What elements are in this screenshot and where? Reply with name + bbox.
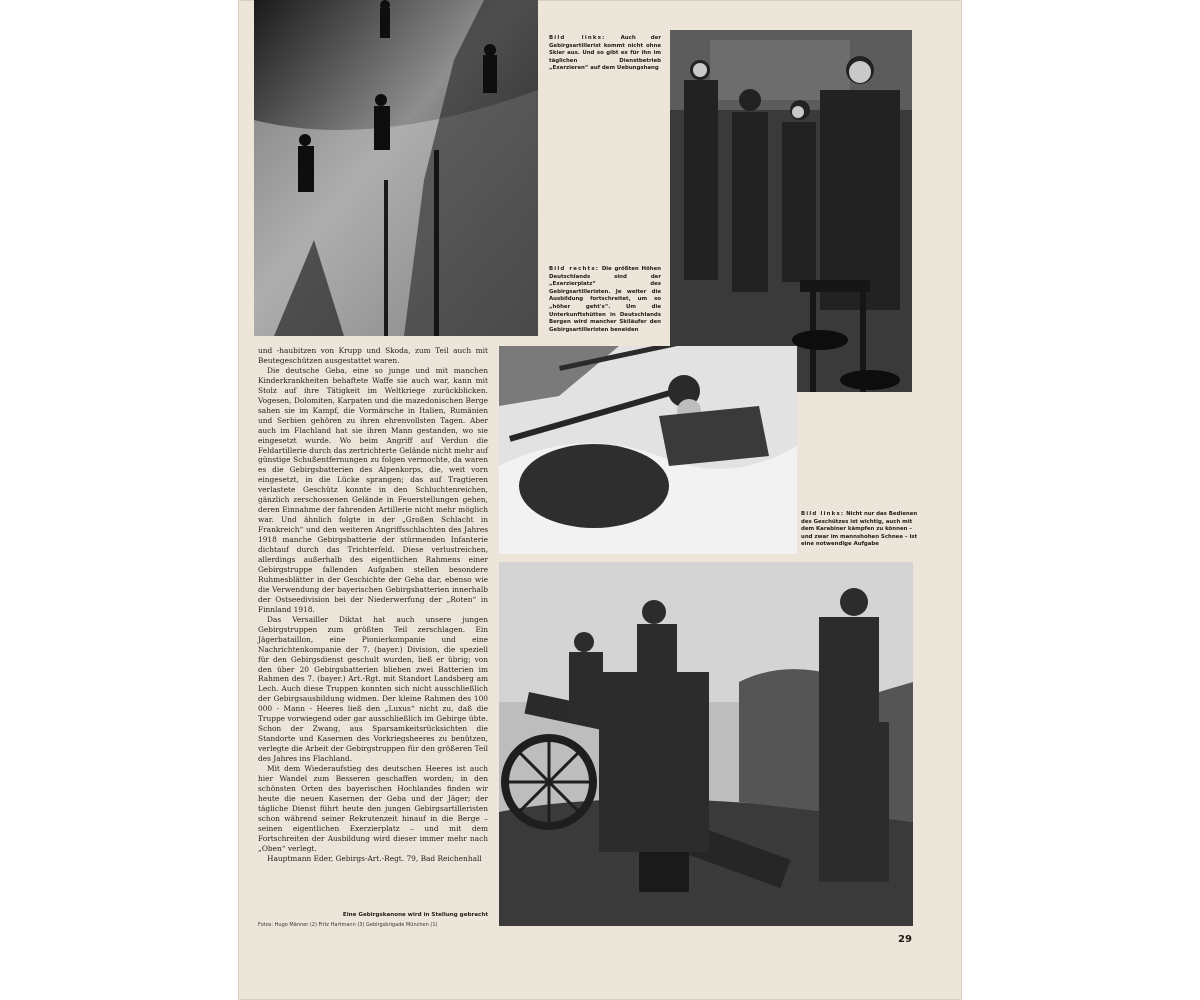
article-paragraph: und -haubitzen von Krupp und Skoda, zum Teil auch mit Beutegeschützen ausgestattet waren. xyxy=(258,346,488,365)
caption-snow xyxy=(801,511,919,549)
mountain-cannon-photo xyxy=(499,562,913,926)
caption-heights-lead: Bild rechts: xyxy=(549,266,600,272)
snow-rifleman-photo xyxy=(499,346,797,554)
page-number: 29 xyxy=(898,934,912,945)
caption-heights-text: Die größten Höhen Deutschlands sind der „Exerzierplatz“ des Gebirgsartilleristen. Je weiter die Ausbildung fortschreitet, um so „höher geht's“. Um die Unterkunftshütten in Deutschlands Bergen wird mancher Skiläufer den Gebirgsartilleristen beneiden xyxy=(549,266,661,333)
caption-ski-training xyxy=(549,35,661,73)
article-paragraph: Die deutsche Geba, eine so junge und mit manchen Kinderkrankheiten behaftete Waffe sie auch war, kann mit Stolz auf ihre Tätigkeit im Weltkriege zurückblicken. Vogesen, Dolomiten, Karpaten und die mazedonischen Berge sahen sie im Kampf, die Vormärsche in Italien, Rumänien und Serbien gehören zu ihren ehrenvollsten Tagen. Aber auch im Flachland hat sie ihren Mann gestanden, wo sie eingesetzt wurde. Wo beim Angriff auf Verdun die Feldartillerie durch das zertrichterte Gelände nicht mehr auf günstige Schußentfernungen zu folgen vermochte, da waren es die Gebirgsbatterien des Alpenkorps, die, weit vorn eingesetzt, in die Lücke sprangen; das auf Tragtieren verlastete Geschütz konnte in den Schluchtenreichen, gänzlich zerschossenen Gelände in Feuerstellungen gehen, deren Einnahme der fahrenden Artillerie nicht mehr möglich war. Und ähnlich folgte in der „Großen Schlacht in Frankreich“ und den weiteren Angriffsschlachten des Jahres 1918 manche Gebirgsbatterie der stürmenden Infanterie dichtauf durch das Trichterfeld. Diese verlustreichen, allerdings außerhalb des eigentlichen Rahmens einer Gebirgstruppe fallenden Aufgaben stellen besondere Ruhmesblätter in der Geschichte der Geba dar, ebenso wie die Verwendung der bayerischen Gebirgsbatterien innerhalb der Ostseedivision bei der Niederwerfung der „Roten“ in Finnland 1918. xyxy=(258,365,488,614)
ski-slope-photo xyxy=(254,0,538,336)
magazine-page xyxy=(238,0,962,1000)
caption-snow-lead: Bild links: xyxy=(801,511,845,517)
caption-ski-lead: Bild links: xyxy=(549,35,606,41)
caption-heights xyxy=(549,266,661,334)
article-paragraph: Das Versailler Diktat hat auch unsere jungen Gebirgstruppen zum größten Teil zerschlagen. Ein Jägerbataillon, eine Pionierkompanie und eine Nachrichtenkompanie der 7. (bayer.) Division, die speziell für den Gebirgsdienst geschult wurden, ließ er übrig; von den über 20 Gebirgsbatterien blieben zwei Batterien im Rahmen des 7. (bayer.) Art.-Rgt. mit Standort Landsberg am Lech. Auch diese Truppen konnten sich nicht ausschließlich der Gebirgsausbildung widmen. Der kleine Rahmen des 100 000 - Mann - Heeres ließ den „Luxus“ nicht zu, daß die Truppe vorwiegend oder gar ausschließlich im Gebirge übte. Schon der Zwang, aus Sparsamkeitsrücksichten die Standorte und Kasernen des Vorkriegsheeres zu benützen, verlegte die Arbeit der Gebirgstruppen für den größeren Teil des Jahres ins Flachland. xyxy=(258,614,488,764)
caption-snow-text: Nicht nur das Bedienen des Geschützes ist wichtig, auch mit dem Karabiner kämpfen zu können – und zwar im mannshohen Schnee – ist eine notwendige Aufgabe xyxy=(801,511,918,548)
photo-credits: Fotos: Hugo Männer (2) Fritz Hartmann (3) Gebirgsbrigade München (1) xyxy=(258,922,438,928)
mountain-hut-photo xyxy=(670,30,912,392)
article-body xyxy=(258,346,488,864)
caption-ski-text: Auch der Gebirgsartillerist kommt nicht ohne Skier aus. Und so gibt es für ihn im täglichen Dienstbetrieb „Exerzieren“ auf dem Uebungshang xyxy=(549,35,661,72)
article-byline: Hauptmann Eder, Gebirgs-Art.-Regt. 79, Bad Reichenhall xyxy=(267,853,482,863)
caption-cannon: Eine Gebirgskanone wird in Stellung gebracht xyxy=(342,912,488,918)
article-paragraph: Mit dem Wiederaufstieg des deutschen Heeres ist auch hier Wandel zum Besseren geschaffen worden; in den schönsten Orten des bayerischen Hochlandes finden wir heute die neuen Kasernen der Geba und der Jäger; der tägliche Dienst führt heute den jungen Gebirgsartilleristen schon während seiner Rekrutenzeit hinauf in die Berge – seinen eigentlichen Exerzierplatz – und mit dem Fortschreiten der Ausbildung wird dieser immer mehr nach „Oben“ verlegt. xyxy=(258,764,488,853)
